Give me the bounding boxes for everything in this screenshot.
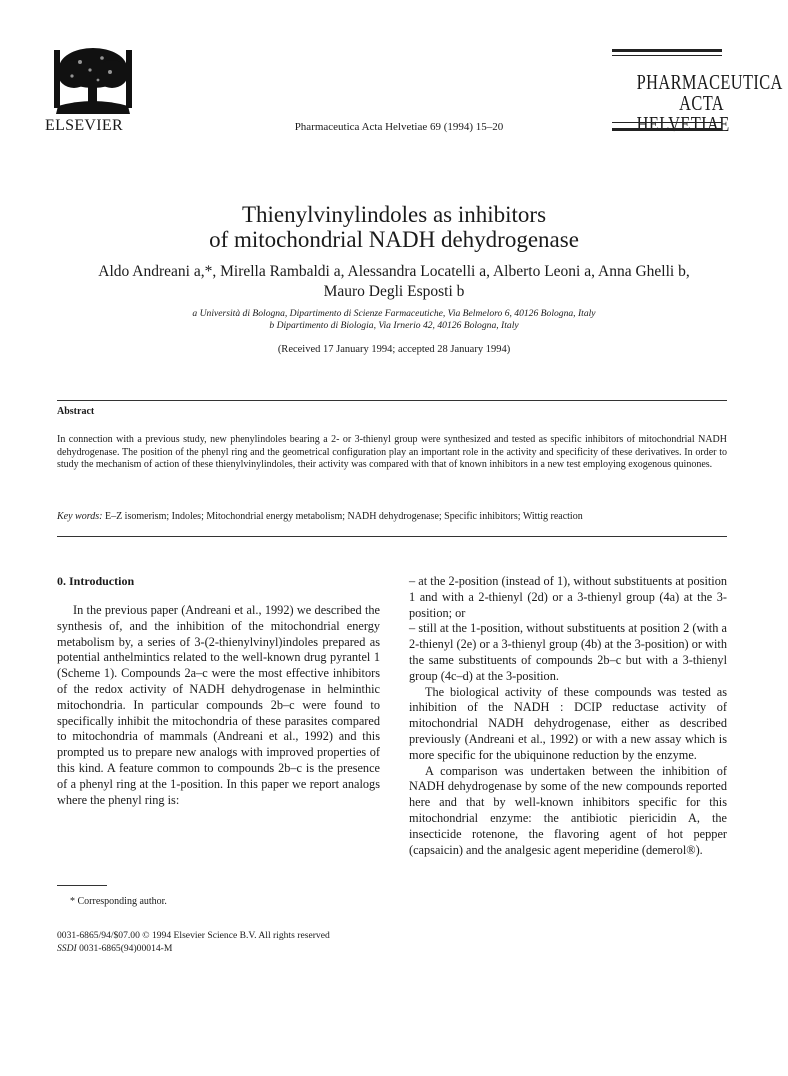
copyright-line: 0031-6865/94/$07.00 © 1994 Elsevier Science B.V. All rights reserved [57, 930, 330, 941]
ssdi-line [57, 942, 330, 955]
ssdi-label: SSDI [57, 943, 77, 954]
journal-masthead-line2: ACTA HELVETIAE [636, 91, 730, 136]
list-item-1-position: – still at the 1-position, without substituents at position 2 (with a 2-thienyl (2e) or a 3-thienyl group (4b) at the 3-position) or with the same substituents of compounds 2b–c but with a 3-thienyl group (4c–d) at the 3-position. [409, 621, 727, 683]
journal-masthead-line1: PHARMACEUTICA [636, 70, 783, 94]
intro-paragraph-2: The biological activity of these compounds was tested as inhibition of the NADH : DCIP reductase activity of mitochondrial NADH dehydrogenase, either as described previously (Andreani et al., 1992) or with a new assay which is more specific for the ubiquinone reduction by the enzyme. [409, 684, 727, 762]
intro-paragraph-1: In the previous paper (Andreani et al., 1992) we described the synthesis of, and the inhibition of the mitochondrial energy metabolism by, a series of 3-(2-thienylvinyl)indoles prepared as potential anthelmintics related to the well-known drug pyrantel 1 (Scheme 1). Compounds 2a–c were the most effective inhibitors of the redox activity of NADH dehydrogenase in helminthic mitochondria. In particular compounds 2b–c were found to specifically inhibit the mitochondria of these parasites compared to mitochondria of mammals (Andreani et al., 1992) and this prompted us to prepare new analogs with improved properties of this kind. A feature common to compounds 2b–c is the presence of a phenyl ring at the 1-position. In this paper we report analogs where the phenyl ring is: [57, 603, 380, 807]
journal-citation: Pharmaceutica Acta Helvetiae 69 (1994) 15–20 [294, 121, 504, 133]
journal-rule-bottom [612, 128, 722, 131]
authors-line2: Mauro Degli Esposti b [323, 283, 465, 300]
keywords-list: E–Z isomerism; Indoles; Mitochondrial energy metabolism; NADH dehydrogenase; Specific inhibitors; Wittig reaction [104, 511, 583, 522]
journal-rule-top [612, 49, 722, 52]
intro-paragraph-3: A comparison was undertaken between the inhibition of NADH dehydrogenase by some of the new compounds reported here and that by well-known inhibitors specific for this mitochondrial enzyme: the antibiotic piericidin A, the insecticide rotenone, the flavoring agent of hot pepper (capsaicin) and the analgesic agent meperidine (demerol®). [409, 763, 727, 857]
journal-rule-top-thin [612, 55, 722, 56]
ssdi-code: 0031-6865(94)00014-M [79, 943, 173, 954]
left-column [57, 603, 380, 808]
publisher-name: ELSEVIER [45, 117, 123, 134]
right-column [409, 574, 727, 858]
journal-masthead [636, 70, 783, 136]
footnote-rule [57, 885, 107, 886]
article-title-line2: of mitochondrial NADH dehydrogenase [209, 227, 579, 252]
list-item-2-position: – at the 2-position (instead of 1), without substituents at position 1 and with a 2-thienyl (2d) or a 3-thienyl group (4a) at the 3-position; or [409, 574, 727, 620]
abstract-heading: Abstract [57, 406, 95, 417]
keywords [57, 511, 737, 522]
abstract-text: In connection with a previous study, new phenylindoles bearing a 2- or 3-thienyl group were synthesized and tested as specific inhibitors of mitochondrial NADH dehydrogenase. The position of the phenyl ring and the geometrical configuration play an important role in the activity and specificity of these derivatives. In order to study the mechanism of action of these thienylvinylindoles, their activity was compared with that of known inhibitors in a new test employing exogenous quinones. [57, 434, 727, 470]
abstract-rule-top [57, 400, 727, 401]
affiliation-a: a Università di Bologna, Dipartimento di Scienze Farmaceutiche, Via Belmeloro 6, 40126 Bologna, Italy [192, 308, 596, 319]
affiliation-b: b Dipartimento di Biologia, Via Irnerio 42, 40126 Bologna, Italy [269, 320, 519, 331]
section-heading-introduction: 0. Introduction [57, 574, 135, 588]
elsevier-tree-logo [50, 44, 136, 118]
abstract-rule-bottom [57, 536, 727, 537]
footnote-corresponding-author: * Corresponding author. [70, 896, 167, 907]
copyright-block [57, 929, 330, 955]
article-title-line1: Thienylvinylindoles as inhibitors [241, 202, 547, 227]
keywords-label: Key words: [57, 511, 103, 522]
authors-line1: Aldo Andreani a,*, Mirella Rambaldi a, Alessandra Locatelli a, Alberto Leoni a, Anna Ghelli b, [98, 263, 690, 280]
received-dates: (Received 17 January 1994; accepted 28 January 1994) [277, 344, 511, 355]
journal-rule-bottom-thin [612, 122, 722, 123]
